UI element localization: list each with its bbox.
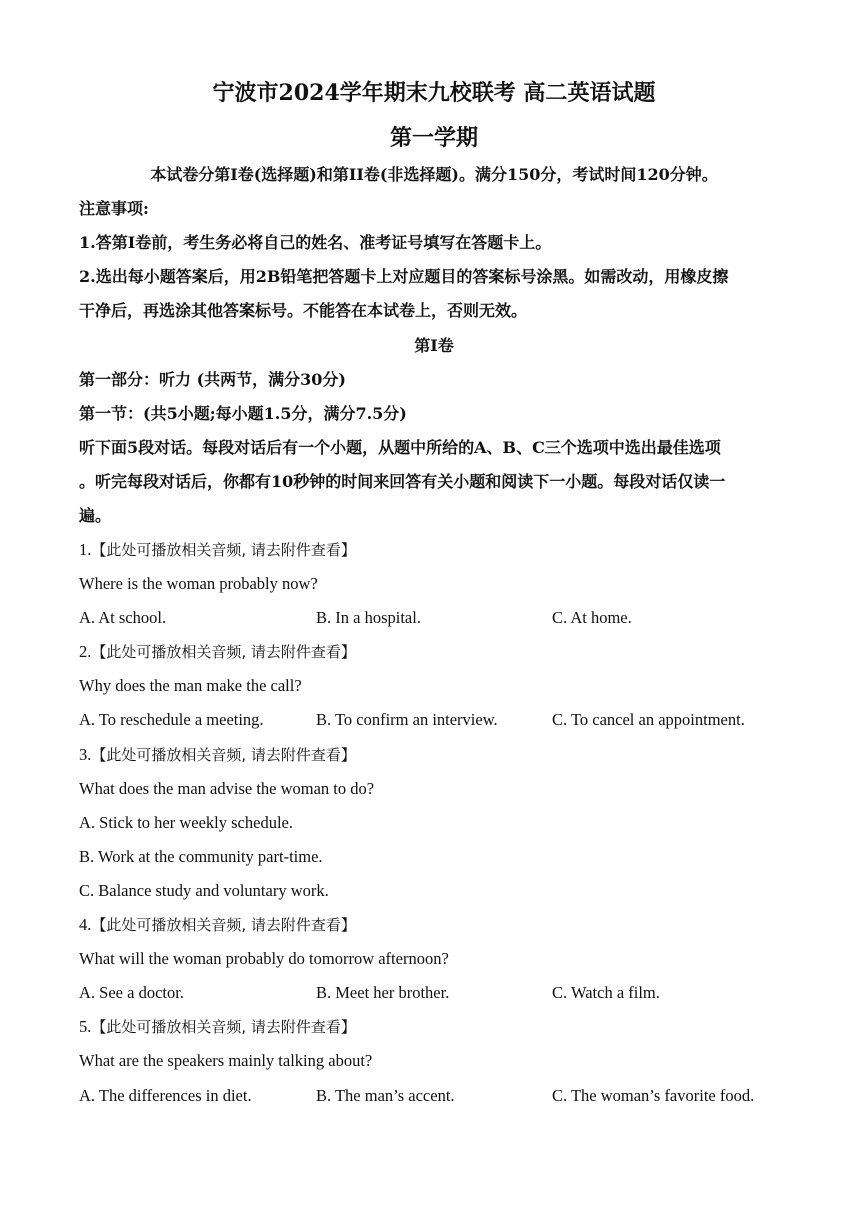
question-4-option-b: B. Meet her brother. bbox=[316, 983, 450, 1002]
notes-item-2-line-2: 干净后，再选涂其他答案标号。不能答在本试卷上，否则无效。 bbox=[79, 301, 528, 320]
question-1-stem: Where is the woman probably now? bbox=[79, 574, 318, 593]
question-3-option-c: C. Balance study and voluntary work. bbox=[79, 881, 329, 900]
question-2-option-b: B. To confirm an interview. bbox=[316, 710, 498, 729]
question-1-option-c: C. At home. bbox=[552, 608, 632, 627]
instructions-line-3: 遍。 bbox=[79, 506, 112, 525]
question-5-option-a: A. The differences in diet. bbox=[79, 1086, 252, 1105]
question-5-option-c: C. The woman’s favorite food. bbox=[552, 1086, 755, 1105]
question-1-number: 1. bbox=[79, 540, 92, 559]
question-1-option-a: A. At school. bbox=[79, 608, 167, 627]
question-5-option-b: B. The man’s accent. bbox=[316, 1086, 455, 1105]
page-title: 宁波市2024学年期末九校联考 高二英语试题 bbox=[212, 80, 656, 106]
question-3-number: 3. bbox=[79, 745, 92, 764]
question-1-option-b: B. In a hospital. bbox=[316, 608, 421, 627]
question-5-audio-link[interactable]: 【此处可播放相关音频, 请去附件查看】 bbox=[91, 1018, 356, 1036]
question-4-audio-link[interactable]: 【此处可播放相关音频, 请去附件查看】 bbox=[91, 916, 356, 934]
page-subtitle: 第一学期 bbox=[389, 125, 478, 151]
question-1-header bbox=[79, 539, 789, 561]
question-3-audio-link[interactable]: 【此处可播放相关音频, 请去附件查看】 bbox=[91, 746, 356, 764]
instructions-line-1: 听下面5段对话。每段对话后有一个小题，从题中所给的A、B、C三个选项中选出最佳选项 bbox=[79, 438, 721, 457]
question-2-header bbox=[79, 641, 789, 663]
question-3-header bbox=[79, 744, 789, 766]
section1-heading: 第一节：(共5小题;每小题1.5分，满分7.5分) bbox=[79, 404, 407, 423]
question-4-number: 4. bbox=[79, 915, 92, 934]
question-2-option-c: C. To cancel an appointment. bbox=[552, 710, 745, 729]
question-3-option-a: A. Stick to her weekly schedule. bbox=[79, 813, 293, 832]
question-5-number: 5. bbox=[79, 1017, 92, 1036]
question-4-option-c: C. Watch a film. bbox=[552, 983, 660, 1002]
part1-heading: 第一部分：听力 (共两节，满分30分) bbox=[79, 370, 346, 389]
question-2-stem: Why does the man make the call? bbox=[79, 676, 302, 695]
instructions-line-2: 。听完每段对话后，你都有10秒钟的时间来回答有关小题和阅读下一小题。每段对话仅读一 bbox=[79, 472, 726, 491]
question-1-audio-link[interactable]: 【此处可播放相关音频, 请去附件查看】 bbox=[91, 541, 356, 559]
notes-item-2-line-1: 2.选出每小题答案后，用2B铅笔把答题卡上对应题目的答案标号涂黑。如需改动，用橡皮擦 bbox=[79, 267, 729, 286]
volume-heading: 第I卷 bbox=[414, 336, 454, 355]
question-4-stem: What will the woman probably do tomorrow afternoon? bbox=[79, 949, 449, 968]
question-3-stem: What does the man advise the woman to do? bbox=[79, 779, 375, 798]
question-4-option-a: A. See a doctor. bbox=[79, 983, 184, 1002]
question-3-option-b: B. Work at the community part-time. bbox=[79, 847, 323, 866]
question-5-stem: What are the speakers mainly talking about? bbox=[79, 1051, 373, 1070]
question-4-header bbox=[79, 914, 789, 936]
question-2-number: 2. bbox=[79, 642, 92, 661]
notes-heading: 注意事项: bbox=[79, 199, 149, 218]
notes-item-1: 1.答第I卷前，考生务必将自己的姓名、准考证号填写在答题卡上。 bbox=[79, 233, 552, 252]
exam-intro: 本试卷分第I卷(选择题)和第II卷(非选择题)。满分150分，考试时间120分钟。 bbox=[150, 165, 718, 184]
question-2-option-a: A. To reschedule a meeting. bbox=[79, 710, 264, 729]
question-5-header bbox=[79, 1016, 789, 1038]
question-2-audio-link[interactable]: 【此处可播放相关音频, 请去附件查看】 bbox=[91, 643, 356, 661]
